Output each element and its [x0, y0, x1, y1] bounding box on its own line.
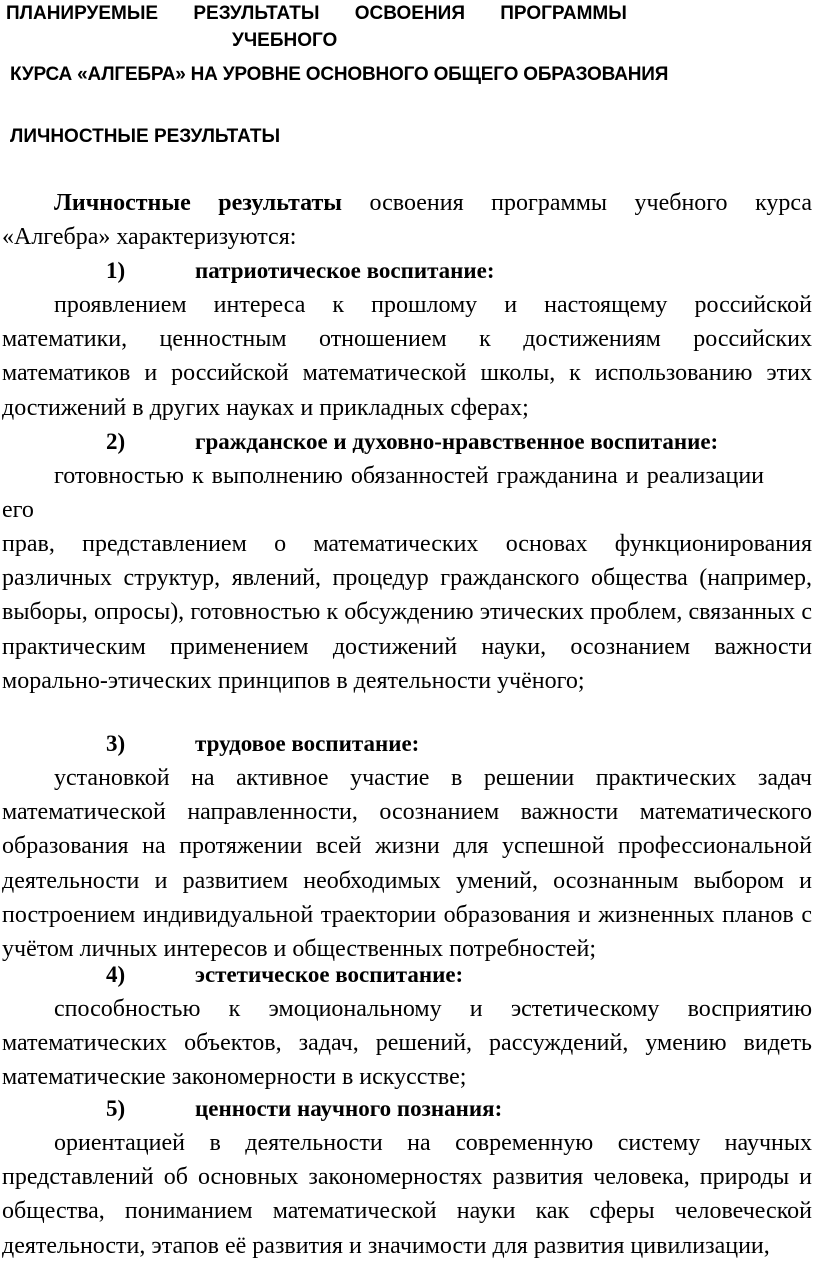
list-item-number: 1): [106, 258, 126, 283]
document-title-line-1-continued: УЧЕБНОГО: [232, 30, 338, 51]
list-item-number: 5): [106, 1096, 126, 1121]
list-item-number: 3): [106, 731, 126, 756]
intro-bold-term: Личностные результаты: [54, 190, 343, 216]
list-item-paragraph-2a: готовностью к выполнению обязанностей гражданина и реализации его: [2, 463, 764, 524]
list-item-paragraph-3: установкой на активное участие в решении практических задач математической направленности, осознанием важности математического образования на протяжении всей жизни для успешной профессиональной деятельности и развитием необходимых умений, осознанным выбором и построением индивидуальной траектории образования и жизненных планов с учётом личных интересов и общественных потребностей;: [2, 765, 812, 963]
list-item-paragraph-5: ориентацией в деятельности на современную систему научных представлений об основных закономерностях развития человека, природы и общества, пониманием математической науки как сферы человеческой деятельности, этапов её развития и значимости для развития цивилизации,: [2, 1130, 812, 1259]
list-item-title: эстетическое воспитание:: [195, 962, 464, 987]
intro-paragraph: [2, 186, 812, 254]
list-item-title: гражданское и духовно-нравственное воспитание:: [195, 429, 719, 454]
section-heading: ЛИЧНОСТНЫЕ РЕЗУЛЬТАТЫ: [10, 126, 281, 147]
list-item-title: патриотическое воспитание:: [195, 258, 495, 283]
list-item-paragraph-2b: прав, представлением о математических основах функционирования различных структур, явлений, процедур гражданского общества (например, выборы, опросы), готовностью к обсуждению этических проблем, связанных с практическим применением достижений науки, осознанием важности морально-этических принципов в деятельности учёного;: [2, 531, 812, 694]
document-title-line-1: ПЛАНИРУЕМЫЕ РЕЗУЛЬТАТЫ ОСВОЕНИЯ ПРОГРАММЫ: [6, 3, 627, 24]
list-item-number: 4): [106, 962, 126, 987]
list-item-paragraph-1: проявлением интереса к прошлому и настоящему российской математики, ценностным отношением к достижениям российских математиков и российской математической школы, к использованию этих достижений в других науках и прикладных сферах;: [2, 292, 812, 421]
list-item-paragraph-4: способностью к эмоциональному и эстетическому восприятию математических объектов, задач, решений, рассуждений, умению видеть математические закономерности в искусстве;: [2, 996, 812, 1091]
list-item-title: трудовое воспитание:: [195, 731, 420, 756]
intro-text: освоения программы учебного курса «Алгебра» характеризуются:: [2, 190, 812, 251]
list-item-number: 2): [106, 429, 126, 454]
document-title-line-2: КУРСА «АЛГЕБРА» НА УРОВНЕ ОСНОВНОГО ОБЩЕГО ОБРАЗОВАНИЯ: [10, 64, 669, 85]
list-item-title: ценности научного познания:: [195, 1096, 503, 1121]
